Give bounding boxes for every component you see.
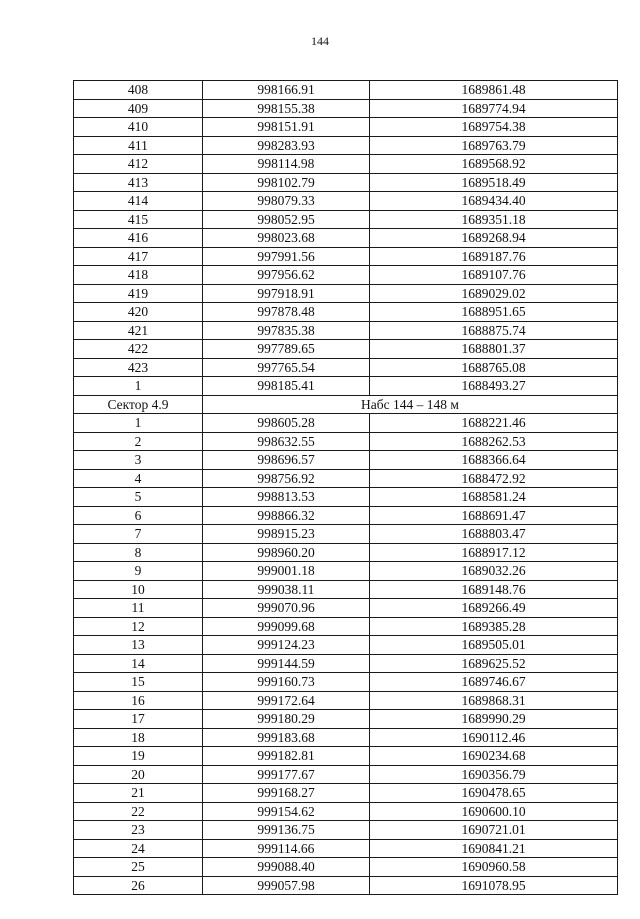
point-number-cell: 9 <box>74 562 203 581</box>
point-number-cell: 3 <box>74 451 203 470</box>
x-coordinate-cell: 999001.18 <box>203 562 370 581</box>
table-row <box>74 673 618 692</box>
point-number-cell: 12 <box>74 617 203 636</box>
y-coordinate-cell: 1688691.47 <box>370 506 618 525</box>
x-coordinate-cell: 998756.92 <box>203 469 370 488</box>
y-coordinate-cell: 1689990.29 <box>370 710 618 729</box>
point-number-cell: 408 <box>74 81 203 100</box>
point-number-cell: 4 <box>74 469 203 488</box>
page-number: 144 <box>311 34 329 48</box>
sector-label: Сектор 4.9 <box>74 395 203 414</box>
x-coordinate-cell: 997789.65 <box>203 340 370 359</box>
sector-height-range: Набс 144 – 148 м <box>203 395 618 414</box>
y-coordinate-cell: 1689763.79 <box>370 136 618 155</box>
point-number-cell: 11 <box>74 599 203 618</box>
y-coordinate-cell: 1689746.67 <box>370 673 618 692</box>
table-row <box>74 284 618 303</box>
table-row <box>74 488 618 507</box>
x-coordinate-cell: 999136.75 <box>203 821 370 840</box>
table-row <box>74 710 618 729</box>
y-coordinate-cell: 1689754.38 <box>370 118 618 137</box>
x-coordinate-cell: 997918.91 <box>203 284 370 303</box>
table-row <box>74 192 618 211</box>
table-row <box>74 617 618 636</box>
y-coordinate-cell: 1689029.02 <box>370 284 618 303</box>
y-coordinate-cell: 1690112.46 <box>370 728 618 747</box>
x-coordinate-cell: 999168.27 <box>203 784 370 803</box>
y-coordinate-cell: 1688493.27 <box>370 377 618 396</box>
point-number-cell: 413 <box>74 173 203 192</box>
y-coordinate-cell: 1688803.47 <box>370 525 618 544</box>
x-coordinate-cell: 997765.54 <box>203 358 370 377</box>
point-number-cell: 8 <box>74 543 203 562</box>
y-coordinate-cell: 1690841.21 <box>370 839 618 858</box>
y-coordinate-cell: 1689518.49 <box>370 173 618 192</box>
table-row <box>74 562 618 581</box>
table-row <box>74 765 618 784</box>
x-coordinate-cell: 999180.29 <box>203 710 370 729</box>
table-row <box>74 506 618 525</box>
table-row <box>74 654 618 673</box>
y-coordinate-cell: 1688951.65 <box>370 303 618 322</box>
point-number-cell: 414 <box>74 192 203 211</box>
point-number-cell: 6 <box>74 506 203 525</box>
y-coordinate-cell: 1689268.94 <box>370 229 618 248</box>
y-coordinate-cell: 1689107.76 <box>370 266 618 285</box>
table-row <box>74 340 618 359</box>
point-number-cell: 421 <box>74 321 203 340</box>
y-coordinate-cell: 1688875.74 <box>370 321 618 340</box>
y-coordinate-cell: 1690600.10 <box>370 802 618 821</box>
point-number-cell: 409 <box>74 99 203 118</box>
table-body-top <box>74 81 618 396</box>
y-coordinate-cell: 1689032.26 <box>370 562 618 581</box>
coordinates-table <box>73 80 618 895</box>
x-coordinate-cell: 999172.64 <box>203 691 370 710</box>
point-number-cell: 23 <box>74 821 203 840</box>
table-row <box>74 266 618 285</box>
x-coordinate-cell: 999070.96 <box>203 599 370 618</box>
y-coordinate-cell: 1689385.28 <box>370 617 618 636</box>
y-coordinate-cell: 1689774.94 <box>370 99 618 118</box>
point-number-cell: 5 <box>74 488 203 507</box>
x-coordinate-cell: 999088.40 <box>203 858 370 877</box>
table-row <box>74 691 618 710</box>
table-row <box>74 802 618 821</box>
y-coordinate-cell: 1688581.24 <box>370 488 618 507</box>
x-coordinate-cell: 998696.57 <box>203 451 370 470</box>
sector-header-group <box>74 395 618 414</box>
table-row <box>74 99 618 118</box>
x-coordinate-cell: 998052.95 <box>203 210 370 229</box>
table-row <box>74 599 618 618</box>
table-row <box>74 839 618 858</box>
point-number-cell: 19 <box>74 747 203 766</box>
sector-header-row <box>74 395 618 414</box>
x-coordinate-cell: 999182.81 <box>203 747 370 766</box>
table-row <box>74 543 618 562</box>
point-number-cell: 14 <box>74 654 203 673</box>
table-row <box>74 321 618 340</box>
table-row <box>74 118 618 137</box>
point-number-cell: 416 <box>74 229 203 248</box>
y-coordinate-cell: 1689568.92 <box>370 155 618 174</box>
point-number-cell: 18 <box>74 728 203 747</box>
point-number-cell: 17 <box>74 710 203 729</box>
table-row <box>74 229 618 248</box>
y-coordinate-cell: 1688917.12 <box>370 543 618 562</box>
x-coordinate-cell: 999038.11 <box>203 580 370 599</box>
table-row <box>74 858 618 877</box>
point-number-cell: 2 <box>74 432 203 451</box>
table-row <box>74 636 618 655</box>
x-coordinate-cell: 999099.68 <box>203 617 370 636</box>
point-number-cell: 16 <box>74 691 203 710</box>
point-number-cell: 26 <box>74 876 203 895</box>
table-row <box>74 876 618 895</box>
point-number-cell: 20 <box>74 765 203 784</box>
y-coordinate-cell: 1689351.18 <box>370 210 618 229</box>
y-coordinate-cell: 1691078.95 <box>370 876 618 895</box>
point-number-cell: 419 <box>74 284 203 303</box>
y-coordinate-cell: 1689187.76 <box>370 247 618 266</box>
y-coordinate-cell: 1689625.52 <box>370 654 618 673</box>
table-row <box>74 525 618 544</box>
point-number-cell: 13 <box>74 636 203 655</box>
point-number-cell: 420 <box>74 303 203 322</box>
x-coordinate-cell: 997956.62 <box>203 266 370 285</box>
x-coordinate-cell: 998166.91 <box>203 81 370 100</box>
point-number-cell: 411 <box>74 136 203 155</box>
point-number-cell: 412 <box>74 155 203 174</box>
table-row <box>74 580 618 599</box>
y-coordinate-cell: 1688262.53 <box>370 432 618 451</box>
table-row <box>74 821 618 840</box>
y-coordinate-cell: 1690960.58 <box>370 858 618 877</box>
table-body-bottom <box>74 414 618 895</box>
point-number-cell: 422 <box>74 340 203 359</box>
y-coordinate-cell: 1690234.68 <box>370 747 618 766</box>
x-coordinate-cell: 998102.79 <box>203 173 370 192</box>
point-number-cell: 24 <box>74 839 203 858</box>
table-row <box>74 210 618 229</box>
x-coordinate-cell: 998605.28 <box>203 414 370 433</box>
x-coordinate-cell: 997835.38 <box>203 321 370 340</box>
table-row <box>74 155 618 174</box>
x-coordinate-cell: 999124.23 <box>203 636 370 655</box>
x-coordinate-cell: 999144.59 <box>203 654 370 673</box>
x-coordinate-cell: 998079.33 <box>203 192 370 211</box>
y-coordinate-cell: 1689868.31 <box>370 691 618 710</box>
table-row <box>74 414 618 433</box>
x-coordinate-cell: 999177.67 <box>203 765 370 784</box>
point-number-cell: 22 <box>74 802 203 821</box>
y-coordinate-cell: 1688472.92 <box>370 469 618 488</box>
table-row <box>74 358 618 377</box>
point-number-cell: 1 <box>74 414 203 433</box>
x-coordinate-cell: 998283.93 <box>203 136 370 155</box>
y-coordinate-cell: 1689266.49 <box>370 599 618 618</box>
table-row <box>74 81 618 100</box>
y-coordinate-cell: 1689148.76 <box>370 580 618 599</box>
x-coordinate-cell: 998151.91 <box>203 118 370 137</box>
table-row <box>74 247 618 266</box>
y-coordinate-cell: 1688801.37 <box>370 340 618 359</box>
point-number-cell: 415 <box>74 210 203 229</box>
point-number-cell: 418 <box>74 266 203 285</box>
y-coordinate-cell: 1689505.01 <box>370 636 618 655</box>
table-row <box>74 432 618 451</box>
x-coordinate-cell: 998155.38 <box>203 99 370 118</box>
point-number-cell: 417 <box>74 247 203 266</box>
y-coordinate-cell: 1688765.08 <box>370 358 618 377</box>
table-row <box>74 136 618 155</box>
x-coordinate-cell: 997991.56 <box>203 247 370 266</box>
x-coordinate-cell: 999154.62 <box>203 802 370 821</box>
table-row <box>74 377 618 396</box>
point-number-cell: 10 <box>74 580 203 599</box>
point-number-cell: 1 <box>74 377 203 396</box>
x-coordinate-cell: 999160.73 <box>203 673 370 692</box>
y-coordinate-cell: 1688221.46 <box>370 414 618 433</box>
x-coordinate-cell: 998915.23 <box>203 525 370 544</box>
x-coordinate-cell: 999183.68 <box>203 728 370 747</box>
x-coordinate-cell: 997878.48 <box>203 303 370 322</box>
point-number-cell: 21 <box>74 784 203 803</box>
point-number-cell: 423 <box>74 358 203 377</box>
x-coordinate-cell: 999057.98 <box>203 876 370 895</box>
y-coordinate-cell: 1690356.79 <box>370 765 618 784</box>
table-row <box>74 728 618 747</box>
x-coordinate-cell: 998023.68 <box>203 229 370 248</box>
y-coordinate-cell: 1689434.40 <box>370 192 618 211</box>
x-coordinate-cell: 998185.41 <box>203 377 370 396</box>
table-row <box>74 303 618 322</box>
x-coordinate-cell: 998960.20 <box>203 543 370 562</box>
table-row <box>74 451 618 470</box>
point-number-cell: 15 <box>74 673 203 692</box>
point-number-cell: 410 <box>74 118 203 137</box>
table-row <box>74 747 618 766</box>
y-coordinate-cell: 1690721.01 <box>370 821 618 840</box>
x-coordinate-cell: 999114.66 <box>203 839 370 858</box>
x-coordinate-cell: 998866.32 <box>203 506 370 525</box>
x-coordinate-cell: 998114.98 <box>203 155 370 174</box>
y-coordinate-cell: 1688366.64 <box>370 451 618 470</box>
x-coordinate-cell: 998632.55 <box>203 432 370 451</box>
table-row <box>74 173 618 192</box>
y-coordinate-cell: 1689861.48 <box>370 81 618 100</box>
x-coordinate-cell: 998813.53 <box>203 488 370 507</box>
point-number-cell: 25 <box>74 858 203 877</box>
y-coordinate-cell: 1690478.65 <box>370 784 618 803</box>
point-number-cell: 7 <box>74 525 203 544</box>
table-row <box>74 784 618 803</box>
table-row <box>74 469 618 488</box>
